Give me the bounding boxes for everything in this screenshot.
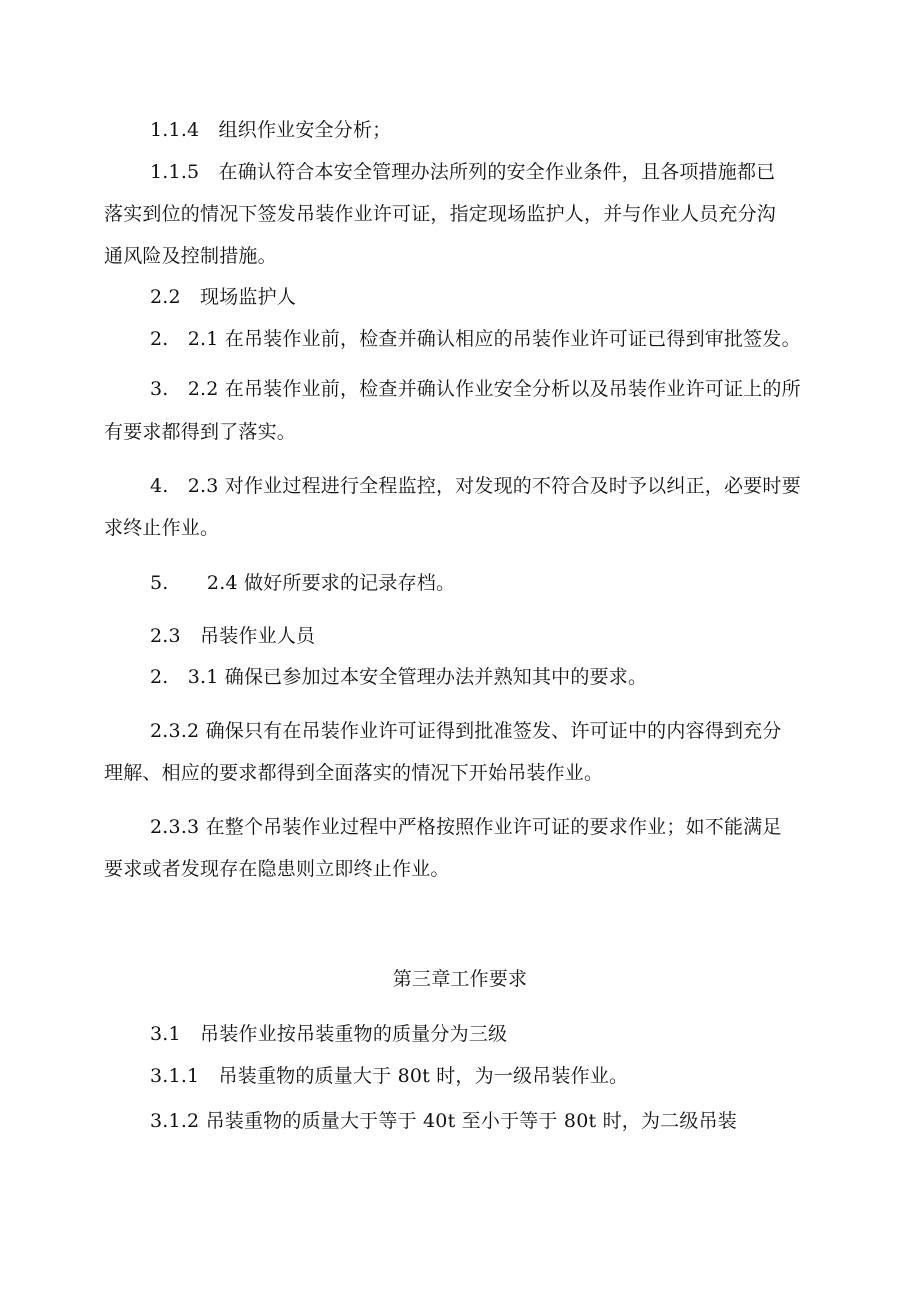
chapter-3-title: 第三章工作要求	[392, 968, 528, 990]
clause-2-2-1: 2. 2.1 在吊装作业前，检查并确认相应的吊装作业许可证已得到审批签发。	[150, 328, 801, 350]
clause-1-1-5-line-1: 1.1.5 在确认符合本安全管理办法所列的安全作业条件，且各项措施都已	[150, 161, 776, 183]
clause-2-3-2-line-1: 2.3.2 确保只有在吊装作业许可证得到批准签发、许可证中的内容得到充分	[150, 720, 782, 742]
clause-2-3-1: 2. 3.1 确保已参加过本安全管理办法并熟知其中的要求。	[150, 666, 648, 688]
section-2-2-heading: 2.2 现场监护人	[150, 286, 297, 308]
clause-2-2-4: 5. 2.4 做好所要求的记录存档。	[150, 572, 456, 594]
section-2-3-heading: 2.3 吊装作业人员	[150, 625, 316, 647]
clause-2-3-3-line-1: 2.3.3 在整个吊装作业过程中严格按照作业许可证的要求作业；如不能满足	[150, 816, 782, 838]
clause-3-1-2: 3.1.2 吊装重物的质量大于等于 40t 至小于等于 80t 时，为二级吊装	[150, 1110, 737, 1132]
clause-2-2-3-line-1: 4. 2.3 对作业过程进行全程监控，对发现的不符合及时予以纠正，必要时要	[150, 475, 801, 497]
clause-1-1-5-line-2: 落实到位的情况下签发吊装作业许可证，指定现场监护人，并与作业人员充分沟	[104, 203, 777, 225]
clause-3-1: 3.1 吊装作业按吊装重物的质量分为三级	[150, 1023, 508, 1045]
clause-2-2-2-line-2: 有要求都得到了落实。	[104, 421, 297, 443]
clause-2-3-2-line-2: 理解、相应的要求都得到全面落实的情况下开始吊装作业。	[104, 762, 604, 784]
clause-1-1-4: 1.1.4 组织作业安全分析；	[150, 119, 392, 141]
clause-2-2-3-line-2: 求终止作业。	[104, 517, 220, 539]
clause-3-1-1: 3.1.1 吊装重物的质量大于 80t 时，为一级吊装作业。	[150, 1065, 629, 1087]
clause-2-2-2-line-1: 3. 2.2 在吊装作业前，检查并确认作业安全分析以及吊装作业许可证上的所	[150, 378, 801, 400]
clause-1-1-5-line-3: 通风险及控制措施。	[104, 245, 277, 267]
clause-2-3-3-line-2: 要求或者发现存在隐患则立即终止作业。	[104, 858, 450, 880]
